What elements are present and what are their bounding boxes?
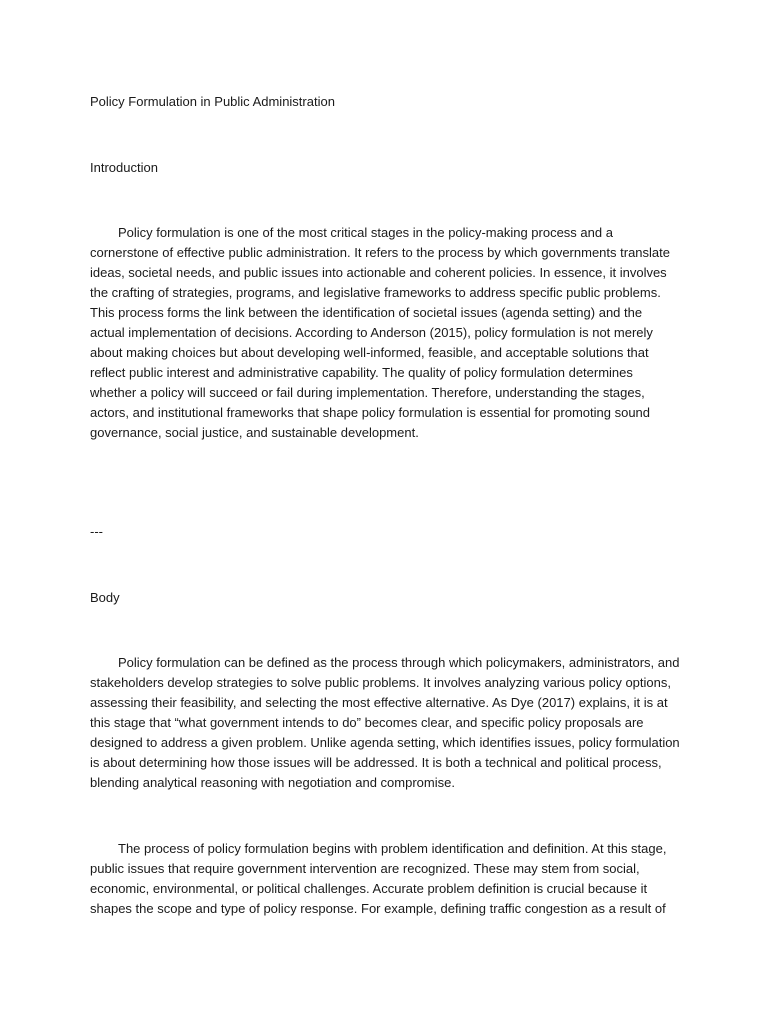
body-heading: Body (90, 590, 120, 605)
introduction-heading: Introduction (90, 160, 158, 175)
section-separator: --- (90, 524, 103, 539)
body-paragraph-1: Policy formulation can be defined as the process through which policymakers, administrators, and stakeholders develop strategies to solve public problems. It involves analyzing various policy options, assessing their feasibility, and selecting the most effective alternative. As Dye (2017) explains, it is at this stage that “what government intends to do” becomes clear, and specific policy proposals are designed to address a given problem. Unlike agenda setting, which identifies issues, policy formulation is about determining how those issues will be addressed. It is both a technical and political process, blending analytical reasoning with negotiation and compromise. (90, 655, 680, 790)
body-paragraph-2: The process of policy formulation begins with problem identification and definition. At this stage, public issues that require government intervention are recognized. These may stem from social, economic, environmental, or political challenges. Accurate problem definition is crucial because it shapes the scope and type of policy response. For example, defining traffic congestion as a result of (90, 841, 667, 916)
introduction-paragraph: Policy formulation is one of the most critical stages in the policy-making process and a cornerstone of effective public administration. It refers to the process by which governments translate ideas, societal needs, and public issues into actionable and coherent policies. In essence, it involves the crafting of strategies, programs, and legislative frameworks to address specific public problems. This process forms the link between the identification of societal issues (agenda setting) and the actual implementation of decisions. According to Anderson (2015), policy formulation is not merely about making choices but about developing well-informed, feasible, and acceptable solutions that reflect public interest and administrative capability. The quality of policy formulation determines whether a policy will succeed or fail during implementation. Therefore, understanding the stages, actors, and institutional frameworks that shape policy formulation is essential for promoting sound governance, social justice, and sustainable development. (90, 225, 670, 440)
document-title: Policy Formulation in Public Administration (90, 94, 335, 109)
